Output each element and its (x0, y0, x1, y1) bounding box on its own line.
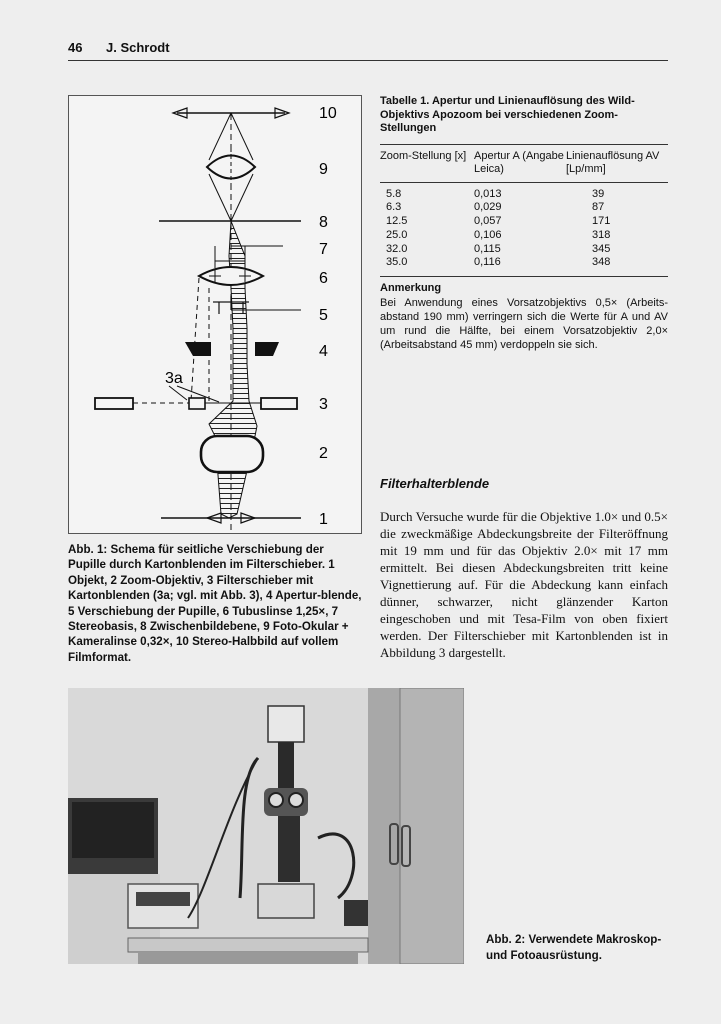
label-5: 5 (319, 307, 328, 324)
label-9: 9 (319, 161, 328, 178)
cell-aperture: 0,106 (474, 228, 502, 241)
aperture-stop-right (255, 342, 279, 356)
page-number: 46 (68, 40, 83, 55)
cell-zoom: 25.0 (386, 228, 408, 241)
table-note-text: Bei Anwendung eines Vorsatzobjektivs 0,5× (Arbeits-abstand 190 mm) verringern sich die Werte für A und AV um rund die Hälfte, bei einem Vorsatzobjektiv 2,0× (Arbeitsabstand 45 mm) verdoppeln sie sich. (380, 297, 668, 352)
table-title: Tabelle 1. Apertur und Linienauflösung des Wild-Objektivs Apozoom bei verschiedenen Zoom-Stellungen (380, 95, 635, 134)
label-1: 1 (319, 511, 328, 528)
table-row (380, 256, 668, 270)
cell-resolution: 348 (592, 256, 611, 269)
pupil-shift-marks (213, 296, 301, 314)
label-4: 4 (319, 343, 328, 360)
column-header: Apertur A (Angabe Leica) (474, 149, 564, 175)
label-8: 8 (319, 214, 328, 231)
zoom-objective-icon (201, 436, 263, 472)
cell-aperture: 0,115 (474, 242, 501, 255)
cell-aperture: 0,116 (474, 256, 501, 269)
cell-resolution: 345 (592, 242, 611, 255)
tube-lens-icon (199, 267, 263, 285)
author-name: J. Schrodt (106, 40, 170, 55)
cell-aperture: 0,057 (474, 215, 502, 228)
label-10: 10 (319, 105, 337, 122)
cell-aperture: 0,013 (474, 187, 502, 200)
table-note-title: Anmerkung (380, 282, 442, 295)
cell-zoom: 6.3 (386, 201, 402, 214)
label-3: 3 (319, 396, 328, 413)
cell-zoom: 12.5 (386, 215, 408, 228)
aperture-stop-left (185, 342, 211, 356)
cell-zoom: 35.0 (386, 256, 408, 269)
filter-slider-left (95, 398, 133, 409)
label-2: 2 (319, 445, 328, 462)
card-aperture-3a (189, 398, 205, 409)
table-row (380, 243, 668, 257)
section-body: Durch Versuche wurde für die Objektive 1.0× und 0.5× die zweckmäßige Abdeckungsbreite der Filteröffnung mit 19 mm und für das Objektiv 2.0× mit 17 mm ermittelt. Bei diesen Abdeckungsbreiten tritt keine Vignettierung auf. Für die Abdeckung kann einfach dünner, schwarzer, nicht glänzender Karton eingeschoben und mit Tesa-Film von oben fixiert werden. Der Filterschieber mit Kartonblenden ist in Abbildung 3 dargestellt. (380, 509, 668, 660)
figure-1-diagram (68, 95, 362, 534)
figure-2-photo (68, 688, 464, 964)
figure-1-caption: Abb. 1: Schema für seitliche Verschiebung der Pupille durch Kartonblenden im Filterschieber. 1 Objekt, 2 Zoom-Objektiv, 3 Filterschieber mit Kartonblenden (3a; vgl. mit Abb. 3), 4 Apertur-blende, 5 Verschiebung der Pupille, 6 Tubuslinse 1,25×, 7 Stereobasis, 8 Zwischenbildebene, 9 Foto-Okular + Kameralinse 0,32×, 10 Stereo-Halbbild auf vollem Filmformat. (68, 543, 362, 664)
figure-2-caption: Abb. 2: Verwendete Makroskop- und Fotoausrüstung. (486, 933, 662, 962)
page-header (68, 38, 668, 61)
cell-resolution: 171 (592, 215, 611, 228)
table-row (380, 229, 668, 243)
section-heading: Filterhalterblende (380, 476, 490, 491)
filter-slider-right (261, 398, 297, 409)
label-7: 7 (319, 241, 328, 258)
table-row (380, 188, 668, 202)
table-1 (380, 95, 668, 352)
table-header (380, 150, 668, 176)
cell-zoom: 32.0 (386, 242, 408, 255)
column-header: Linienauflösung AV [Lp/mm] (566, 149, 660, 175)
cell-aperture: 0,029 (474, 201, 502, 214)
cell-resolution: 39 (592, 187, 605, 200)
label-6: 6 (319, 270, 328, 287)
cell-resolution: 87 (592, 201, 605, 214)
label-3a: 3a (165, 370, 183, 387)
column-header: Zoom-Stellung [x] (380, 149, 467, 162)
table-row (380, 215, 668, 229)
hatched-beam (209, 221, 257, 518)
table-row (380, 201, 668, 215)
cell-zoom: 5.8 (386, 187, 402, 200)
cell-resolution: 318 (592, 228, 611, 241)
